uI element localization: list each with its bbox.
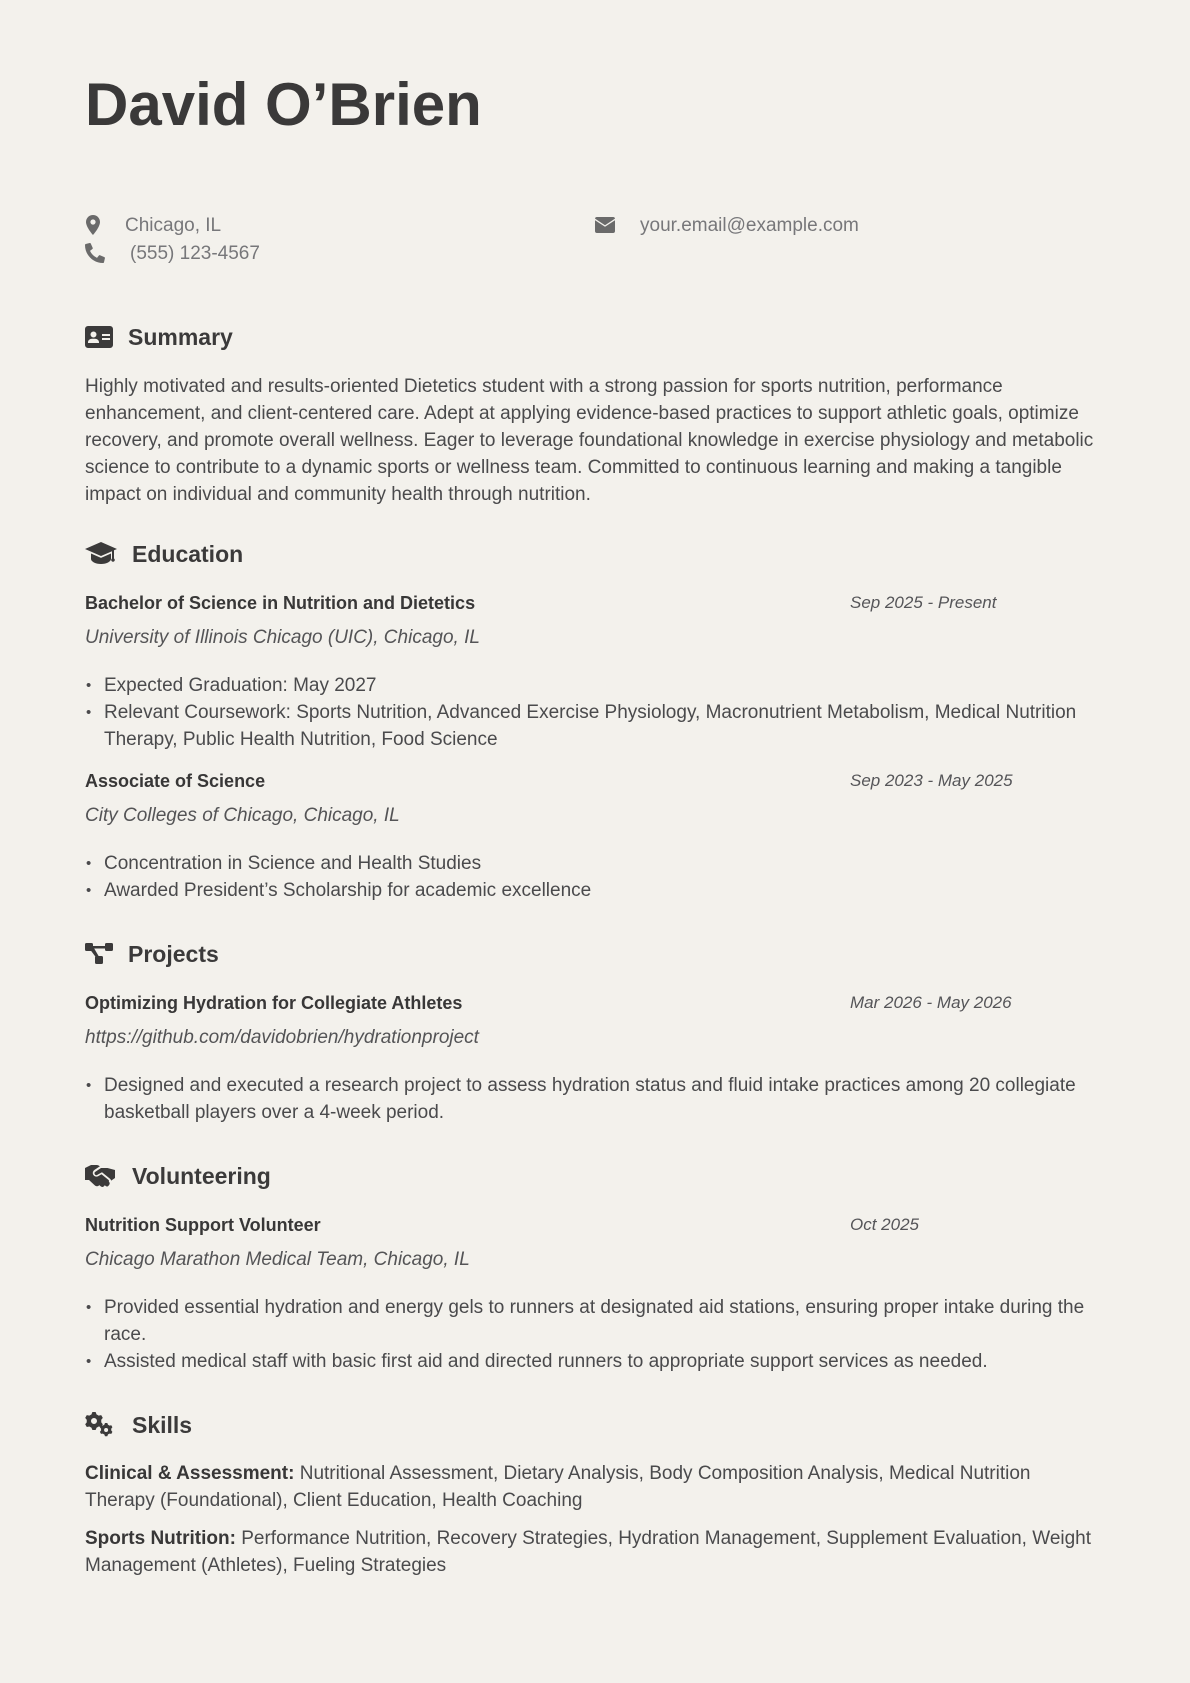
- volunteering-entry-bullets: [85, 1294, 1124, 1375]
- volunteering-entry-title: Nutrition Support Volunteer: [85, 1215, 321, 1235]
- project-entry-bullets: [85, 1072, 1124, 1126]
- cogs-icon: [85, 1411, 119, 1439]
- skill-group-items: Performance Nutrition, Recovery Strategies, Hydration Management, Supplement Evaluation, Weight Management (Athletes), Fueling Strategies: [85, 1528, 1092, 1576]
- summary-heading: Summary: [128, 323, 233, 350]
- envelope-icon: [594, 213, 616, 237]
- skills-heading: Skills: [132, 1411, 193, 1438]
- summary-text: Highly motivated and results-oriented Dietetics student with a strong passion for sports nutrition, performance enhancement, and client-centered care. Adept at applying evidence-based practices to support athletic goals, optimize recovery, and promote overall wellness. Eager to leverage foundational knowledge in exercise physiology and metabolic science to contribute to a dynamic sports or wellness team. Committed to continuous learning and making a tangible impact on individual and community health through nutrition.: [85, 376, 1094, 505]
- skill-group-label: Sports Nutrition:: [85, 1528, 236, 1549]
- map-marker-icon: [85, 213, 101, 237]
- list-item: • Designed and executed a research project to assess hydration status and fluid intake practices among 20 collegiate basketball players over a 4-week period.: [104, 1072, 1124, 1126]
- contact-email[interactable]: [594, 213, 859, 237]
- list-item: • Provided essential hydration and energy gels to runners at designated aid stations, ensuring proper intake during the race.: [104, 1294, 1124, 1348]
- education-entry-title: Associate of Science: [85, 771, 266, 791]
- list-item: • Assisted medical staff with basic first aid and directed runners to appropriate support services as needed.: [104, 1348, 1124, 1375]
- project-diagram-icon: [85, 940, 115, 968]
- phone-text[interactable]: (555) 123-4567: [130, 242, 260, 264]
- project-entry-link[interactable]: https://github.com/davidobrien/hydrationproject: [85, 1027, 479, 1048]
- list-item: • Awarded President’s Scholarship for academic excellence: [104, 877, 1124, 904]
- location-text: Chicago, IL: [125, 214, 222, 236]
- hands-helping-icon: [85, 1162, 119, 1190]
- contact-location: [85, 213, 221, 237]
- phone-icon: [85, 241, 105, 265]
- education-entry-date: Sep 2023 - May 2025: [850, 771, 1013, 790]
- education-entry-bullets: [85, 672, 1124, 753]
- email-text[interactable]: your.email@example.com: [640, 214, 859, 236]
- section-heading-projects: [85, 940, 219, 968]
- id-card-icon: [85, 323, 115, 351]
- skill-group: [85, 1525, 1105, 1579]
- education-entry-bullets: [85, 850, 1124, 904]
- skill-group-label: Clinical & Assessment:: [85, 1463, 295, 1484]
- education-entry-institution: City Colleges of Chicago, Chicago, IL: [85, 805, 400, 826]
- education-entry-institution: University of Illinois Chicago (UIC), Chicago, IL: [85, 627, 480, 648]
- projects-heading: Projects: [128, 940, 219, 967]
- list-item: • Concentration in Science and Health Studies: [104, 850, 1124, 877]
- skill-group-items: Nutritional Assessment, Dietary Analysis, Body Composition Analysis, Medical Nutrition Therapy (Foundational), Client Education, Health Coaching: [85, 1463, 1031, 1511]
- list-item: • Relevant Coursework: Sports Nutrition, Advanced Exercise Physiology, Macronutrient Metabolism, Medical Nutrition Therapy, Public Health Nutrition, Food Science: [104, 699, 1124, 753]
- project-entry-date: Mar 2026 - May 2026: [850, 993, 1012, 1012]
- volunteering-heading: Volunteering: [132, 1162, 271, 1189]
- education-entry-title: Bachelor of Science in Nutrition and Dietetics: [85, 593, 476, 613]
- section-heading-skills: [85, 1411, 192, 1439]
- list-item: • Expected Graduation: May 2027: [104, 672, 1124, 699]
- graduation-cap-icon: [85, 540, 119, 568]
- contact-phone[interactable]: [85, 241, 260, 265]
- education-heading: Education: [132, 540, 244, 567]
- section-heading-summary: [85, 323, 233, 351]
- volunteering-entry-organization: Chicago Marathon Medical Team, Chicago, IL: [85, 1249, 470, 1270]
- section-heading-volunteering: [85, 1162, 271, 1190]
- section-heading-education: [85, 540, 243, 568]
- candidate-name: David O’Brien: [85, 71, 482, 138]
- volunteering-entry-date: Oct 2025: [850, 1215, 919, 1234]
- skill-group: [85, 1460, 1105, 1514]
- project-entry-title: Optimizing Hydration for Collegiate Athletes: [85, 993, 463, 1013]
- education-entry-date: Sep 2025 - Present: [850, 593, 997, 612]
